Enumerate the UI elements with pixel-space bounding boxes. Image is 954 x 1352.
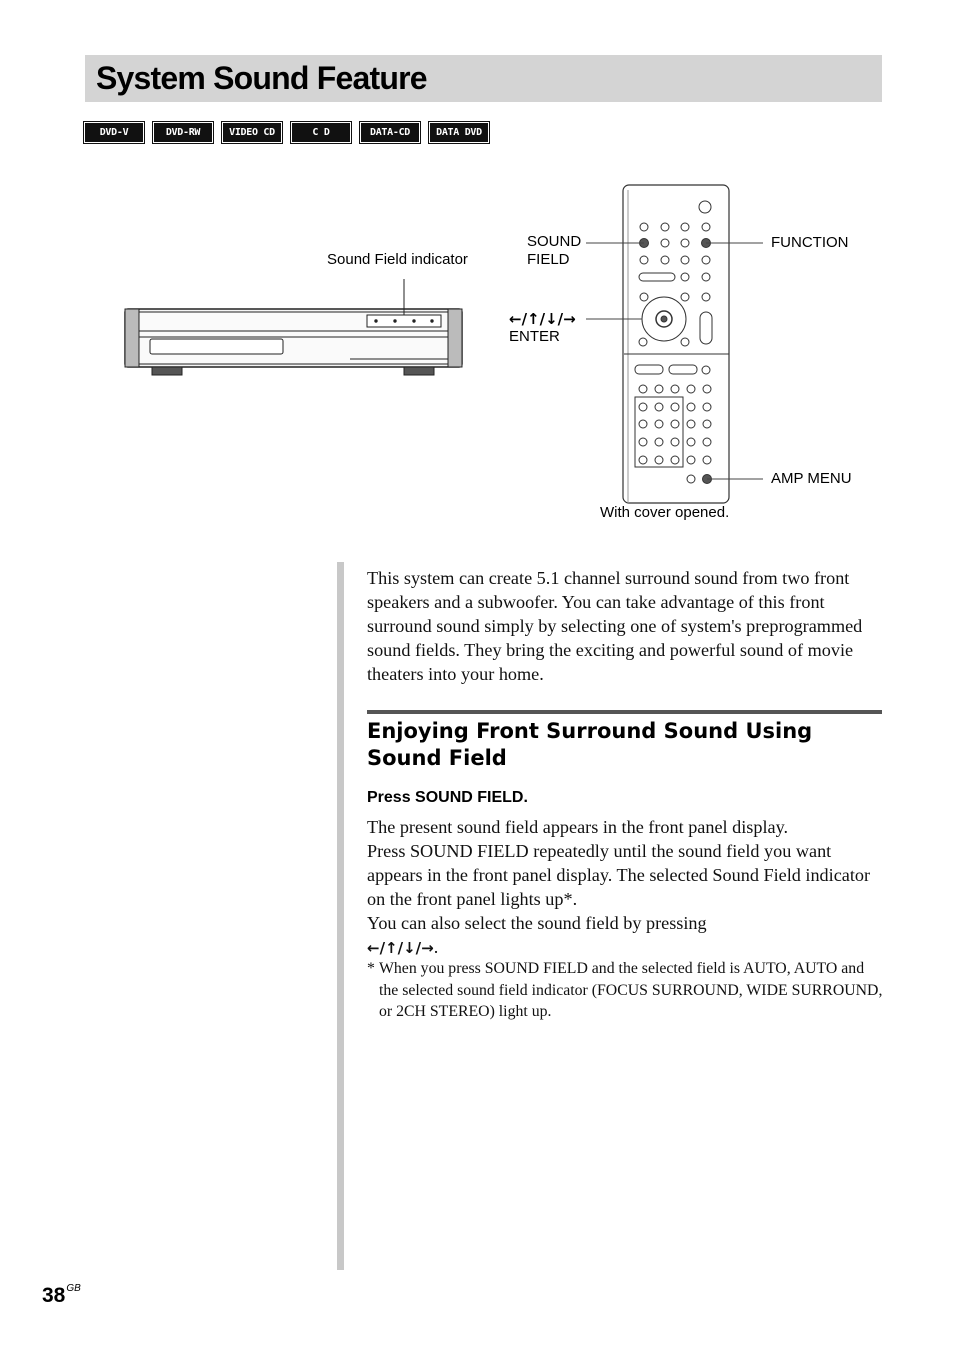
step-line-3 bbox=[367, 911, 883, 960]
badge-dvd-rw: DVD-RW bbox=[154, 123, 212, 142]
intro-paragraph: This system can create 5.1 channel surround sound from two front speakers and a subwoofer. You can take advantage of this front surround sound simply by selecting one of system's preprogrammed sound fields. They bring the exciting and powerful sound of movie theaters into your home. bbox=[367, 568, 863, 684]
step-label: Press SOUND FIELD. bbox=[367, 789, 528, 806]
cover-note: With cover opened. bbox=[600, 504, 730, 521]
arrows-label: ←/↑/↓/→ bbox=[509, 310, 576, 328]
footnote bbox=[367, 958, 883, 1023]
step-line-3-text: You can also select the sound field by pressing bbox=[367, 913, 707, 933]
footnote-text: When you press SOUND FIELD and the selected field is AUTO, AUTO and the selected sound field indicator (FOCUS SURROUND, WIDE SURROUND, or 2CH STEREO) light up. bbox=[379, 960, 883, 1020]
dvd-player-illustration bbox=[125, 279, 462, 375]
badge-cd: C D bbox=[292, 123, 350, 142]
badge-data-cd: DATA-CD bbox=[361, 123, 419, 142]
step-line-3-arrows: ←/↑/↓/→ bbox=[367, 939, 434, 957]
page-number bbox=[42, 1283, 81, 1308]
footnote-marker: * bbox=[367, 960, 375, 977]
section-heading: Enjoying Front Surround Sound Using Sound Field bbox=[367, 719, 813, 770]
function-label: FUNCTION bbox=[771, 234, 849, 251]
title-bar bbox=[85, 55, 882, 102]
sound-field-label-line1: SOUND bbox=[527, 233, 582, 250]
page-number-value: 38 bbox=[42, 1284, 66, 1307]
badge-data-dvd: DATA DVD bbox=[430, 123, 488, 142]
sound-field-indicator-label: Sound Field indicator bbox=[327, 251, 468, 268]
step-line-1: The present sound field appears in the front panel display. bbox=[367, 817, 789, 837]
badge-dvd-v: DVD-V bbox=[85, 123, 143, 142]
step-description bbox=[367, 815, 883, 960]
section-rule bbox=[367, 710, 882, 714]
badge-video-cd: VIDEO CD bbox=[223, 123, 281, 142]
margin-rule bbox=[337, 562, 344, 1270]
step-line-2: Press SOUND FIELD repeatedly until the sound field you want appears in the front panel display. The selected Sound Field indicator on the front panel lights up*. bbox=[367, 841, 871, 909]
page-number-suffix: GB bbox=[66, 1283, 81, 1294]
step-line-3-end: . bbox=[433, 937, 439, 957]
amp-menu-label: AMP MENU bbox=[771, 470, 852, 487]
remote-illustration bbox=[623, 185, 729, 503]
enter-label: ENTER bbox=[509, 328, 560, 345]
page-title: System Sound Feature bbox=[96, 60, 427, 96]
device-diagram bbox=[0, 175, 954, 535]
sound-field-label-line2: FIELD bbox=[527, 251, 570, 268]
